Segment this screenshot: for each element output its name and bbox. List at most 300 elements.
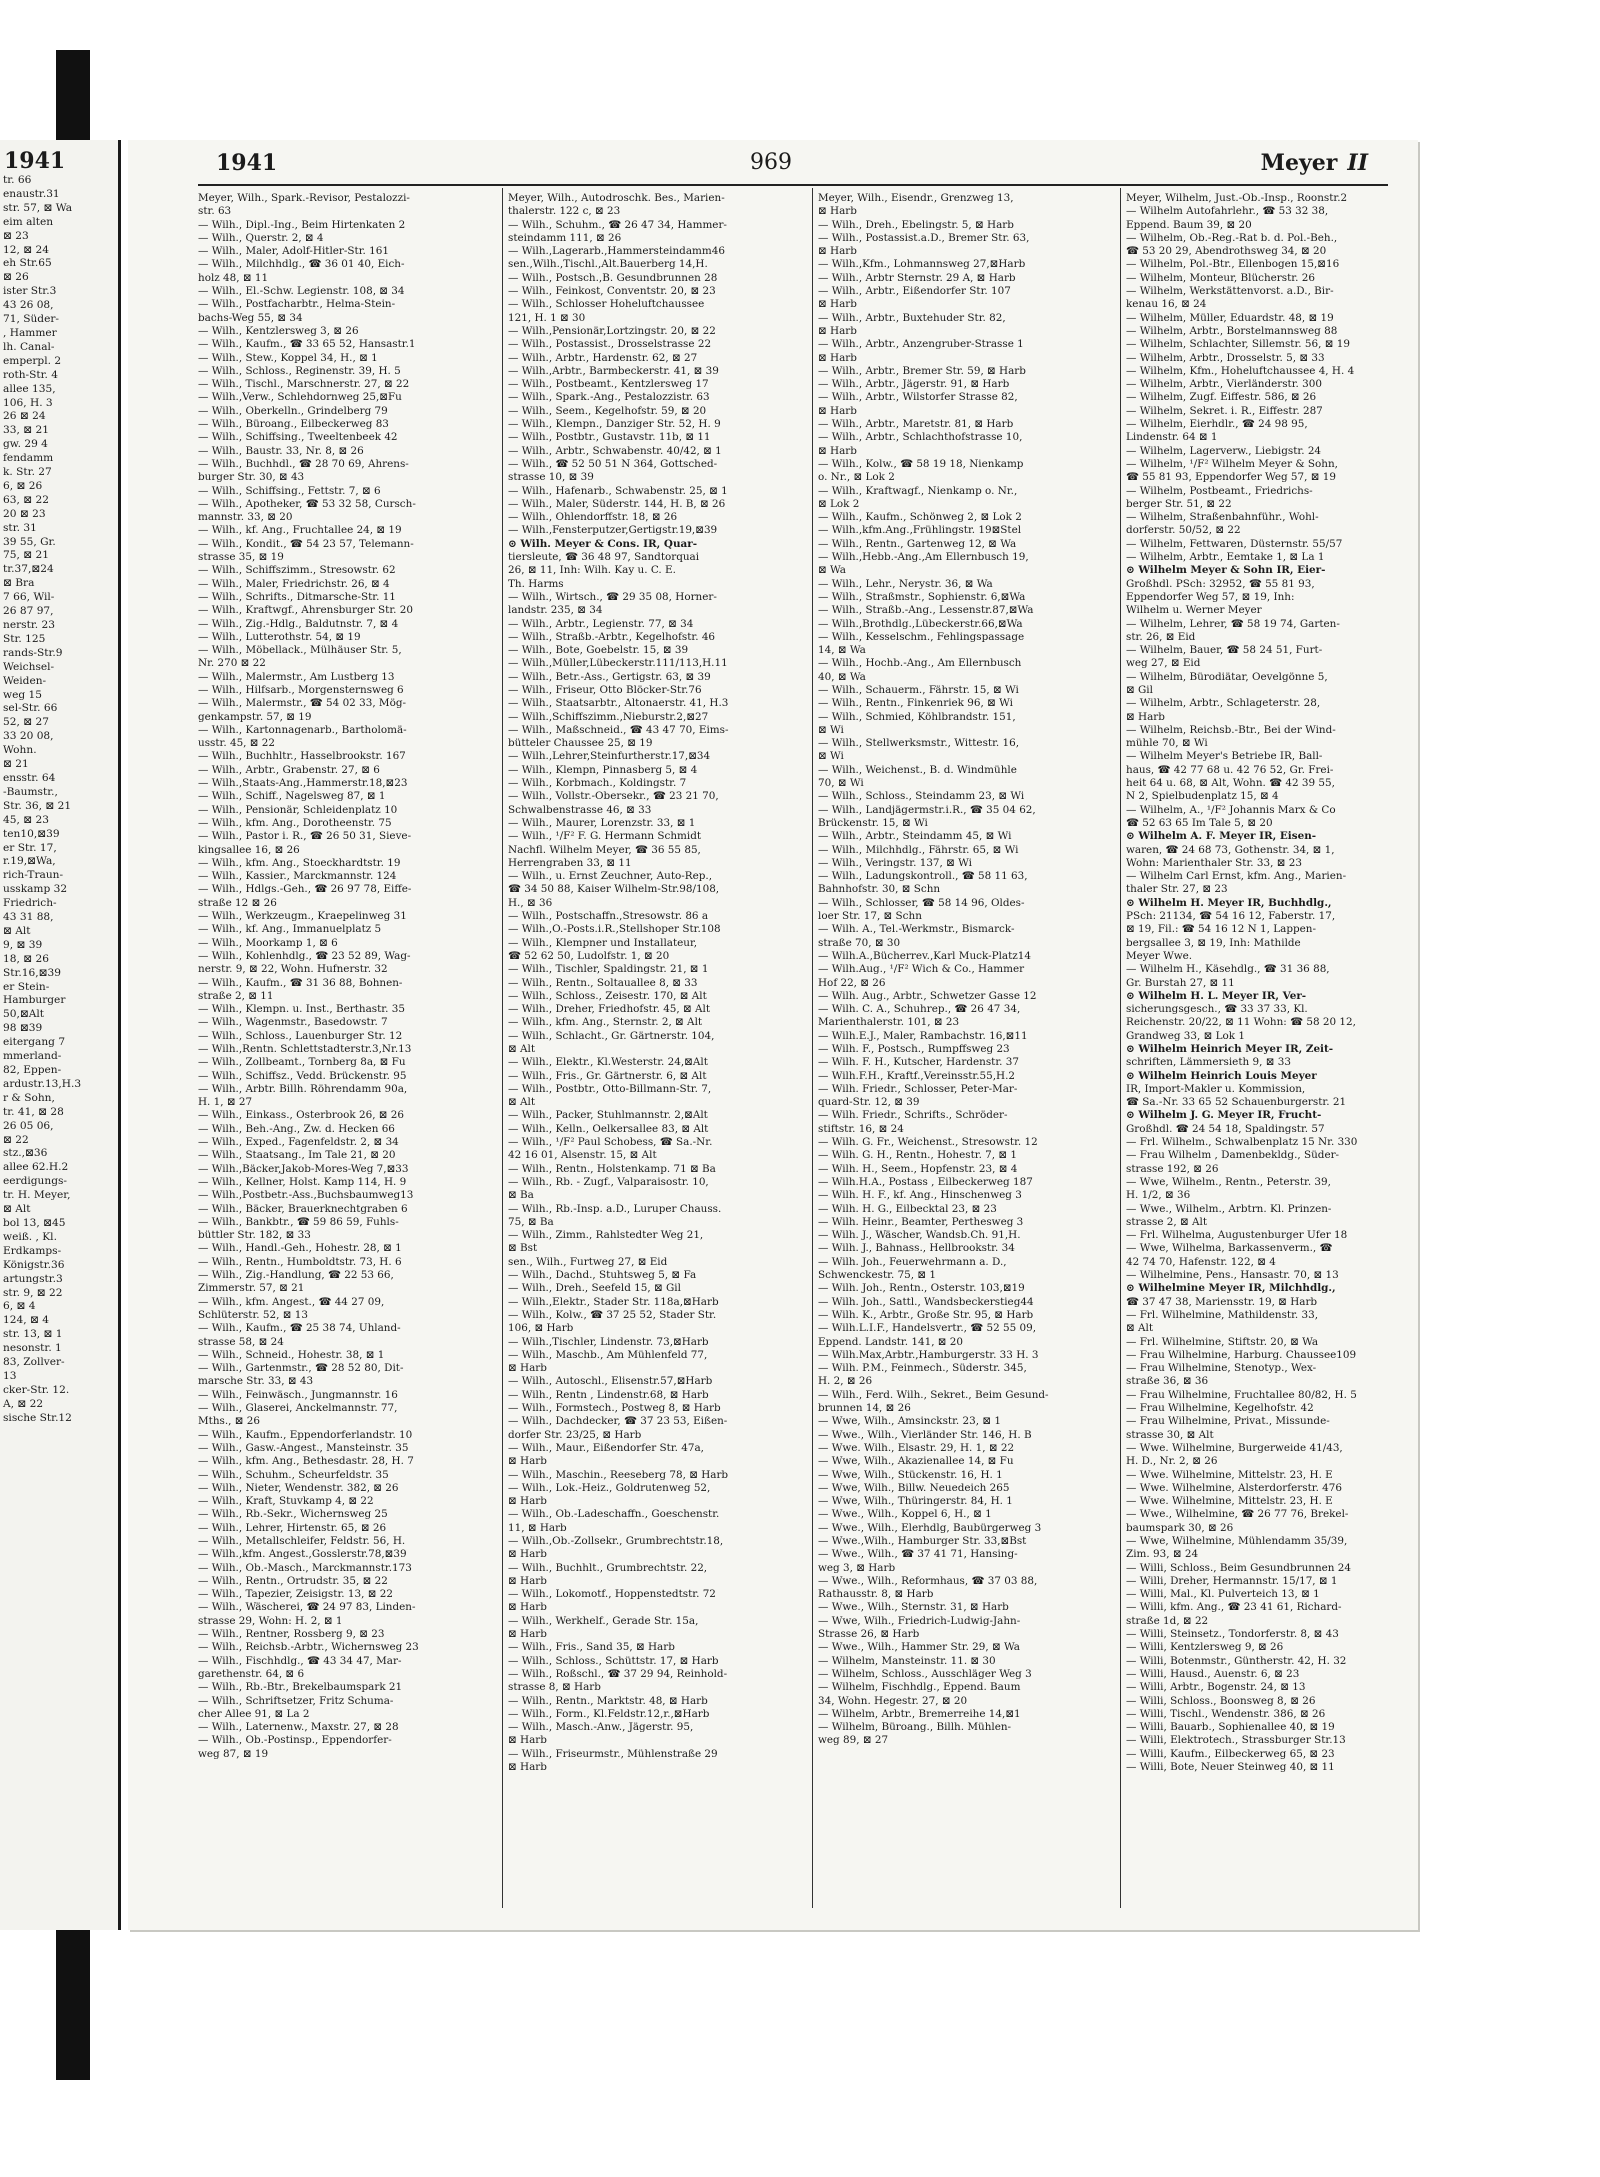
directory-entry-line: — Wilhelm, Eierhdlr., ☎ 24 98 95,	[1126, 418, 1308, 431]
directory-entry-line: Eppend. Baum 39, ⊠ 20	[1126, 218, 1252, 231]
directory-entry-line: — Wilh., Lutterothstr. 54, ⊠ 19	[198, 630, 361, 643]
previous-page-fragment: allee 135,	[3, 382, 56, 395]
directory-entry-line: — Wilhelm, Büroang., Billh. Mühlen-	[818, 1721, 1012, 1734]
directory-entry-line: loer Str. 17, ⊠ Schn	[818, 910, 922, 923]
directory-entry-line: — Wilh., Zig.-Hdlg., Baldutnstr. 7, ⊠ 4	[198, 617, 399, 630]
directory-entry-line: — Wilh., Bankbtr., ☎ 59 86 59, Fuhls-	[198, 1215, 399, 1228]
directory-entry-line: — Wilh.,Hebb.-Ang.,Am Ellernbusch 19,	[818, 551, 1029, 564]
previous-page-fragment: 9, ⊠ 39	[3, 938, 43, 951]
previous-page-fragment: -Baumstr.,	[3, 785, 58, 798]
directory-entry-line: o. Nr., ⊠ Lok 2	[818, 471, 895, 484]
directory-entry-line: — Wilh., Hdlgs.-Geh., ☎ 26 97 78, Eiffe-	[198, 883, 412, 896]
directory-entry-line: straße 36, ⊠ 36	[1126, 1375, 1209, 1388]
previous-page-fragment: 26 87 97,	[3, 605, 54, 618]
directory-entry-line: ☎ 34 50 88, Kaiser Wilhelm-Str.98/108,	[508, 883, 720, 896]
directory-entry-line: — Wilhelm, Pol.-Btr., Ellenbogen 15,⊠16	[1126, 258, 1340, 271]
directory-entry-line: 40, ⊠ Wa	[818, 670, 866, 683]
directory-entry-line: — Wilh.L.I.F., Handelsvertr., ☎ 52 55 09,	[818, 1322, 1037, 1335]
directory-entry-line: — Wilh., Rentn., Finkenriek 96, ⊠ Wi	[818, 697, 1013, 710]
directory-entry-line: ⊠ Harb	[1126, 710, 1165, 723]
directory-entry-line: garethenstr. 64, ⊠ 6	[198, 1667, 305, 1680]
directory-entry-line: — Wilh., Handl.-Geh., Hohestr. 28, ⊠ 1	[198, 1242, 402, 1255]
directory-entry-line: — Wilh., Schiff., Nagelsweg 87, ⊠ 1	[198, 790, 386, 803]
header-rule	[198, 184, 1388, 186]
previous-page-fragment: r.19,⊠Wa,	[3, 855, 56, 868]
directory-entry-line: ⊙ Wilhelm Heinrich Louis Meyer	[1126, 1069, 1317, 1082]
directory-entry-line: sen.,Wilh.,Tischl.,Alt.Bauerberg 14,H.	[508, 258, 708, 271]
directory-entry-line: bütteler Chaussee 25, ⊠ 19	[508, 737, 653, 750]
directory-entry-line: ⊠ Harb	[508, 1455, 547, 1468]
directory-entry-line: stiftstr. 16, ⊠ 24	[818, 1122, 904, 1135]
previous-page-fragment: k. Str. 27	[3, 466, 52, 479]
directory-entry-line: — Wilh., Oberkelln., Grindelberg 79	[198, 404, 388, 417]
directory-entry-line: Wohn: Marienthaler Str. 33, ⊠ 23	[1126, 856, 1302, 869]
directory-entry-line: — Wwe., Wilh., Koppel 6, H., ⊠ 1	[818, 1508, 992, 1521]
directory-entry-line: — Wilh., Büroang., Eilbeckerweg 83	[198, 418, 389, 431]
previous-page-fragment: bol 13, ⊠45	[3, 1216, 66, 1229]
directory-entry-line: — Wilh., Formstech., Postweg 8, ⊠ Harb	[508, 1402, 721, 1415]
previous-page-fragment: Str.16,⊠39	[3, 966, 61, 979]
directory-entry-line: — Wilh., Fris., Sand 35, ⊠ Harb	[508, 1641, 675, 1654]
directory-entry-line: — Wilh., Bäcker, Brauerknechtgraben 6	[198, 1202, 408, 1215]
directory-entry-line: — Wilh., Tischl., Marschnerstr. 27, ⊠ 22	[198, 378, 410, 391]
directory-entry-line: — Wilhelm, Zugf. Eiffestr. 586, ⊠ 26	[1126, 391, 1317, 404]
directory-entry-line: — Wilh., Moorkamp 1, ⊠ 6	[198, 936, 338, 949]
directory-entry-line: — Wilh., Ladungskontroll., ☎ 58 11 63,	[818, 870, 1028, 883]
directory-entry-line: — Wilh.Max,Arbtr.,Hamburgerstr. 33 H. 3	[818, 1348, 1039, 1361]
previous-page-fragment: fendamm	[3, 452, 54, 465]
directory-entry-line: str. 26, ⊠ Eid	[1126, 630, 1196, 643]
directory-entry-line: — Wilh.,Arbtr., Barmbeckerstr. 41, ⊠ 39	[508, 364, 719, 377]
directory-entry-line: Reichenstr. 20/22, ⊠ 11 Wohn: ☎ 58 20 12,	[1126, 1016, 1356, 1029]
directory-entry-line: — Wilh., Rb.-Insp. a.D., Luruper Chauss.	[508, 1202, 722, 1215]
previous-page-fragment: mmerland-	[3, 1050, 62, 1063]
directory-entry-line: — Willi, Botenmstr., Güntherstr. 42, H. 32	[1126, 1654, 1347, 1667]
directory-entry-line: — Wilh., Landjägermstr.i.R., ☎ 35 04 62,	[818, 803, 1036, 816]
previous-page-fragment: tr. H. Meyer,	[3, 1189, 71, 1202]
directory-entry-line: — Wilh., Wirtsch., ☎ 29 35 08, Horner-	[508, 590, 717, 603]
directory-entry-line: burger Str. 30, ⊠ 43	[198, 471, 305, 484]
directory-entry-line: — Willi, Steinsetz., Tondorferstr. 8, ⊠ 43	[1126, 1628, 1339, 1641]
directory-entry-line: — Wilh., Spark.-Ang., Pestalozzistr. 63	[508, 391, 710, 404]
directory-entry-line: strasse 8, ⊠ Harb	[508, 1681, 601, 1694]
directory-entry-line: — Wilh. J., Wäscher, Wandsb.Ch. 91,H.	[818, 1229, 1021, 1242]
directory-entry-line: strasse 29, Wohn: H. 2, ⊠ 1	[198, 1614, 343, 1627]
previous-page-fragment: Weiden-	[3, 674, 47, 687]
directory-entry-line: — Wilh., Glaserei, Anckelmannstr. 77,	[198, 1402, 398, 1415]
directory-entry-line: — Wilhelm Meyer's Betriebe IR, Ball-	[1126, 750, 1323, 763]
directory-entry-line: — Wilh., Kartonnagenarb., Bartholomä-	[198, 723, 407, 736]
directory-entry-line: — Wilhelm, Arbtr., Bremerreihe 14,⊠1	[818, 1707, 1021, 1720]
directory-entry-line: — Wilh., Dipl.-Ing., Beim Hirtenkaten 2	[198, 218, 406, 231]
directory-entry-line: — Wilh., Arbtr., Maretstr. 81, ⊠ Harb	[818, 418, 1014, 431]
previous-page-fragment: nesonstr. 1	[3, 1342, 62, 1355]
directory-entry-line: — Wilh.,kfm.Ang.,Frühlingstr. 19⊠Stel	[818, 524, 1022, 537]
directory-entry-line: — Wilhelm, Kfm., Hoheluftchaussee 4, H. 4	[1126, 364, 1355, 377]
previous-page-fragment: 26 ⊠ 24	[3, 410, 46, 423]
previous-page-fragment: , Hammer	[3, 326, 57, 339]
directory-entry-line: — Wwe, Wilh., Akazienallee 14, ⊠ Fu	[818, 1455, 1014, 1468]
directory-page	[128, 140, 1418, 1930]
directory-entry-line: 75, ⊠ Ba	[508, 1215, 554, 1228]
directory-entry-line: — Wilh., Straßb.-Ang., Lessenstr.87,⊠Wa	[818, 604, 1034, 617]
directory-entry-line: straße 12 ⊠ 26	[198, 896, 277, 909]
directory-entry-line: — Wwe., Wilh., Hammer Str. 29, ⊠ Wa	[818, 1641, 1020, 1654]
directory-entry-line: — Wilh., Einkass., Osterbrook 26, ⊠ 26	[198, 1109, 405, 1122]
directory-entry-line: — Willi, Bauarb., Sophienallee 40, ⊠ 19	[1126, 1721, 1335, 1734]
previous-page-fragment: allee 62.H.2	[3, 1161, 69, 1174]
directory-entry-line: — Wilh., Schlosser, ☎ 58 14 96, Oldes-	[818, 896, 1025, 909]
directory-entry-line: — Wwe. Wilhelmine, Mittelstr. 23, H. E	[1126, 1468, 1333, 1481]
directory-entry-line: holz 48, ⊠ 11	[198, 271, 269, 284]
directory-entry-line: — Wilh., Kellner, Holst. Kamp 114, H. 9	[198, 1175, 407, 1188]
directory-entry-line: — Wilh., Arbtr., Bremer Str. 59, ⊠ Harb	[818, 364, 1026, 377]
previous-page-fragment: str. 13, ⊠ 1	[3, 1328, 63, 1341]
column-divider	[1120, 188, 1121, 1908]
directory-entry-line: — Wwe, Wilh., Amsinckstr. 23, ⊠ 1	[818, 1415, 1001, 1428]
previous-page-fragment: 63, ⊠ 22	[3, 493, 49, 506]
directory-entry-line: — Wilh., Ob.-Masch., Marckmannstr.173	[198, 1561, 412, 1574]
directory-entry-line: — Wilhelm, Reichsb.-Btr., Bei der Wind-	[1126, 723, 1336, 736]
directory-entry-line: — Wilh., Schloss., Lauenburger Str. 12	[198, 1029, 403, 1042]
directory-entry-line: — Wilh., Schloss., Schüttstr. 17, ⊠ Harb	[508, 1654, 719, 1667]
directory-entry-line: — Wilh., Fris., Gr. Gärtnerstr. 6, ⊠ Alt	[508, 1069, 707, 1082]
directory-column-2	[508, 192, 808, 1912]
directory-entry-line: — Wilh.,Staats-Ang.,Hammerstr.18,⊠23	[198, 777, 408, 790]
directory-entry-line: — Wilh., ☎ 52 50 51 N 364, Gottsched-	[508, 457, 718, 470]
directory-entry-line: — Wilh., Klempn, Pinnasberg 5, ⊠ 4	[508, 763, 698, 776]
directory-entry-line: — Wilh., Rb.-Btr., Brekelbaumspark 21	[198, 1681, 403, 1694]
previous-page-fragment: A, ⊠ 22	[3, 1397, 44, 1410]
directory-entry-line: — Wwe, Wilhelma, Barkassenverm., ☎	[1126, 1242, 1333, 1255]
directory-entry-line: — Wilh., Laternenw., Maxstr. 27, ⊠ 28	[198, 1721, 399, 1734]
directory-entry-line: 14, ⊠ Wa	[818, 644, 866, 657]
previous-page-fragment: tr. 66	[3, 174, 32, 186]
directory-entry-line: Hof 22, ⊠ 26	[818, 976, 886, 989]
previous-page-fragment: 83, Zollver-	[3, 1356, 65, 1369]
directory-entry-line: ⊠ Wi	[818, 723, 844, 736]
directory-entry-line: Rathausstr. 8, ⊠ Harb	[818, 1588, 934, 1601]
directory-entry-line: — Wilhelm, Postbeamt., Friedrichs-	[1126, 484, 1313, 497]
directory-entry-line: — Wilh., Schuhm., Scheurfeldstr. 35	[198, 1468, 389, 1481]
directory-entry-line: — Wilh.A.,Bücherrev.,Karl Muck-Platz14	[818, 949, 1031, 962]
directory-entry-line: — Wilh., Milchhdlg., Fährstr. 65, ⊠ Wi	[818, 843, 1019, 856]
directory-entry-line: sicherungsgesch., ☎ 33 37 33, Kl.	[1126, 1003, 1308, 1016]
directory-entry-line: — Wilh., Rentn., Marktstr. 48, ⊠ Harb	[508, 1694, 708, 1707]
directory-entry-line: — Wilhelm, Arbtr., Schlageterstr. 28,	[1126, 697, 1321, 710]
previous-page-fragment: nerstr. 23	[3, 619, 55, 631]
directory-entry-line: — Wilh., Lehr., Nerystr. 36, ⊠ Wa	[818, 577, 993, 590]
directory-entry-line: brunnen 14, ⊠ 26	[818, 1402, 911, 1415]
directory-entry-line: — Wilh., Seem., Kegelhofstr. 59, ⊠ 20	[508, 404, 707, 417]
previous-page-fragment: weg 15	[3, 688, 42, 701]
directory-entry-line: — Wilh., Pensionär, Schleidenplatz 10	[198, 803, 398, 816]
directory-entry-line: schriften, Lämmersieth 9, ⊠ 33	[1126, 1056, 1291, 1069]
directory-entry-line: — Wilh. Joh., Rentn., Osterstr. 103,⊠19	[818, 1282, 1025, 1295]
previous-page-fragment: 43 26 08,	[3, 299, 54, 312]
previous-page-fragment: rands-Str.9	[3, 646, 63, 659]
previous-page-fragment: tr.37,⊠24	[3, 563, 54, 576]
directory-entry-line: — Wilh., Masch.-Anw., Jägerstr. 95,	[508, 1721, 694, 1734]
directory-entry-line: — Wilh., Malermstr., Am Lustberg 13	[198, 670, 395, 683]
previous-page-fragment: 7 66, Wil-	[3, 591, 55, 604]
directory-entry-line: — Wilh., Hilfsarb., Morgensternsweg 6	[198, 683, 404, 696]
directory-entry-line: — Wilh., Tapezier, Zeisigstr. 13, ⊠ 22	[198, 1588, 393, 1601]
directory-entry-line: — Wilh., Straßb.-Arbtr., Kegelhofstr. 46	[508, 630, 716, 643]
previous-page-fragment: 18, ⊠ 26	[3, 952, 49, 965]
directory-entry-line: Grandweg 33, ⊠ Lok 1	[1126, 1029, 1246, 1042]
directory-entry-line: — Wilhelmine, Pens., Hansastr. 70, ⊠ 13	[1126, 1269, 1339, 1282]
directory-entry-line: büttler Str. 182, ⊠ 33	[198, 1229, 311, 1242]
previous-page-fragment: 6, ⊠ 4	[3, 1300, 36, 1313]
directory-entry-line: usstr. 45, ⊠ 22	[198, 737, 276, 750]
directory-entry-line: — Wilh., Kaufm., ☎ 31 36 88, Bohnen-	[198, 976, 403, 989]
directory-entry-line: — Wilh.,kfm. Angest.,Gosslerstr.78,⊠39	[198, 1548, 407, 1561]
directory-entry-line: ⊙ Wilh. Meyer & Cons. IR, Quar-	[508, 537, 698, 550]
directory-entry-line: — Wilh., Arbtr., Legienstr. 77, ⊠ 34	[508, 617, 694, 630]
directory-entry-line: — Wilh., Ob.-Postinsp., Eppendorfer-	[198, 1734, 392, 1747]
directory-entry-line: — Wilh., Postbeamt., Kentzlersweg 17	[508, 378, 709, 391]
directory-entry-line: — Wilh., Rentner, Rossberg 9, ⊠ 23	[198, 1628, 385, 1641]
directory-entry-line: heit 64 u. 68, ⊠ Alt, Wohn. ☎ 42 39 55,	[1126, 777, 1335, 790]
directory-entry-line: ⊠ Wa	[818, 564, 846, 577]
previous-page-fragment: emperpl. 2	[3, 354, 62, 367]
directory-entry-line: — Wilh., kfm. Ang., Bethesdastr. 28, H. 7	[198, 1455, 414, 1468]
directory-entry-line: landstr. 235, ⊠ 34	[508, 604, 603, 617]
directory-entry-line: — Willi, Schloss., Beim Gesundbrunnen 24	[1126, 1561, 1352, 1574]
directory-entry-line: — Frau Wilhelmine, Kegelhofstr. 42	[1126, 1402, 1314, 1415]
directory-entry-line: — Wilh., Metallschleifer, Feldstr. 56, H.	[198, 1534, 406, 1547]
directory-entry-line: Herrengraben 33, ⊠ 11	[508, 856, 632, 869]
directory-entry-line: — Wilhelm, Lagerverw., Liebigstr. 24	[1126, 444, 1322, 457]
directory-entry-line: — Wilh.,O.-Posts.i.R.,Stellshoper Str.108	[508, 923, 721, 936]
directory-entry-line: — Wilh., Maler, Süderstr. 144, H. B, ⊠ 26	[508, 497, 726, 510]
directory-entry-line: tiersleute, ☎ 36 48 97, Sandtorquai	[508, 551, 700, 564]
directory-column-4	[1126, 192, 1426, 1912]
directory-entry-line: — Wilh., Reichsb.-Arbtr., Wichernsweg 23	[198, 1641, 419, 1654]
directory-entry-line: — Wilhelm, A., ¹/F² Johannis Marx & Co	[1126, 803, 1336, 816]
directory-entry-line: ⊠ Alt	[508, 1043, 536, 1055]
directory-entry-line: — Wilhelm H., Käsehdlg., ☎ 31 36 88,	[1126, 963, 1330, 976]
directory-entry-line: — Willi, Bote, Neuer Steinweg 40, ⊠ 11	[1126, 1761, 1335, 1774]
header-surname	[1261, 150, 1368, 176]
directory-entry-line: strasse 10, ⊠ 39	[508, 471, 594, 484]
directory-entry-line: ⊠ Harb	[508, 1362, 547, 1375]
directory-entry-line: — Wilh., Schloss., Steindamm 23, ⊠ Wi	[818, 790, 1025, 803]
previous-page-fragment: eh Str.65	[3, 257, 52, 270]
directory-entry-line: — Wilh.H.A., Postass , Eilbeckerweg 187	[818, 1175, 1033, 1188]
directory-entry-line: — Wilh., Schloss., Reginenstr. 39, H. 5	[198, 364, 401, 377]
directory-entry-line: — Wilh., Postsch.,B. Gesundbrunnen 28	[508, 271, 718, 284]
directory-entry-line: Eppend. Landstr. 141, ⊠ 20	[818, 1335, 964, 1348]
directory-entry-line: — Wilh. Joh., Feuerwehrmann a. D.,	[818, 1255, 1007, 1268]
directory-entry-line: straße 70, ⊠ 30	[818, 936, 901, 949]
directory-entry-line: — Wilh., Kentzlersweg 3, ⊠ 26	[198, 324, 359, 337]
directory-entry-line: ⊠ Harb	[508, 1574, 547, 1587]
previous-page-fragment: 33, ⊠ 21	[3, 424, 49, 437]
directory-entry-line: — Wilh.,Postbetr.-Ass.,Buchsbaumweg13	[198, 1189, 414, 1202]
directory-entry-line: — Wilh., Roßschl., ☎ 37 29 94, Reinhold-	[508, 1667, 728, 1680]
previous-page-fragment: er Stein-	[3, 980, 50, 993]
directory-entry-line: weg 87, ⊠ 19	[198, 1747, 269, 1760]
directory-entry-line: ⊠ Lok 2	[818, 497, 860, 510]
header-year: 1941	[216, 150, 278, 176]
previous-page-fragment: ardustr.13,H.3	[3, 1077, 82, 1090]
directory-entry-line: — Wilh., Maur., Eißendorfer Str. 47a,	[508, 1441, 704, 1454]
previous-page-fragment: 13	[3, 1369, 17, 1382]
directory-entry-line: — Wilhelm, Fettwaren, Düsternstr. 55/57	[1126, 537, 1343, 550]
directory-entry-line: Nr. 270 ⊠ 22	[198, 657, 266, 670]
directory-entry-line: — Wilh., Stellwerksmstr., Wittestr. 16,	[818, 737, 1020, 750]
directory-entry-line: ⊠ Harb	[508, 1548, 547, 1561]
directory-entry-line: ⊠ Harb	[818, 245, 857, 258]
directory-entry-line: — Wilh., Kolw., ☎ 58 19 18, Nienkamp	[818, 457, 1024, 470]
directory-entry-line: — Wilh., Packer, Stuhlmannstr. 2,⊠Alt	[508, 1109, 708, 1122]
directory-entry-line: — Wilh., Lok.-Heiz., Goldrutenweg 52,	[508, 1481, 711, 1494]
directory-entry-line: — Wilh., Buchhltr., Hasselbrookstr. 167	[198, 750, 406, 763]
directory-entry-line: — Wilh.,Fensterputzer,Gertigstr.19,⊠39	[508, 524, 718, 537]
directory-entry-line: — Wilh., Buchhdl., ☎ 28 70 69, Ahrens-	[198, 457, 409, 470]
previous-page-fragment: sische Str.12	[3, 1411, 72, 1424]
previous-page-fragment: ⊠ 21	[3, 758, 29, 771]
directory-entry-line: mannstr. 33, ⊠ 20	[198, 511, 293, 524]
directory-entry-line: bergsallee 3, ⊠ 19, Inh: Mathilde	[1126, 936, 1301, 949]
directory-entry-line: — Wwe, Wilhelm., Rentn., Peterstr. 39,	[1126, 1175, 1331, 1188]
directory-entry-line: — Wilh.,Tischler, Lindenstr. 73,⊠Harb	[508, 1335, 709, 1348]
directory-entry-line: haus, ☎ 42 77 68 u. 42 76 52, Gr. Frei-	[1126, 763, 1334, 776]
directory-entry-line: — Wilh., Schmied, Köhlbrandstr. 151,	[818, 710, 1016, 723]
previous-page-fragment: rich-Traun-	[3, 869, 64, 882]
directory-entry-line: — Wilhelm, Werkstättenvorst. a.D., Bir-	[1126, 285, 1334, 298]
directory-entry-line: — Wilh., Dreh., Seefeld 15, ⊠ Gil	[508, 1282, 681, 1295]
directory-entry-line: — Wilh., Werkhelf., Gerade Str. 15a,	[508, 1614, 699, 1627]
directory-entry-line: — Wilhelm, Monteur, Blücherstr. 26	[1126, 271, 1315, 284]
directory-entry-line: — Frl. Wilhelmine, Stiftstr. 20, ⊠ Wa	[1126, 1335, 1319, 1348]
directory-entry-line: — Wilh., Postschaffn.,Stresowstr. 86 a	[508, 910, 709, 923]
directory-entry-line: — Wilh., El.-Schw. Legienstr. 108, ⊠ 34	[198, 285, 405, 298]
directory-entry-line: Meyer, Wilh., Eisendr., Grenzweg 13,	[818, 192, 1014, 204]
directory-entry-line: strasse 2, ⊠ Alt	[1126, 1215, 1208, 1228]
directory-entry-line: — Wilh. H., Seem., Hopfenstr. 23, ⊠ 4	[818, 1162, 1018, 1175]
directory-entry-line: — Willi, Tischl., Wendenstr. 386, ⊠ 26	[1126, 1707, 1326, 1720]
previous-page-fragment: roth-Str. 4	[3, 368, 58, 381]
directory-entry-line: — Wilh., Maler, Friedrichstr. 26, ⊠ 4	[198, 577, 390, 590]
directory-entry-line: str. 63	[198, 205, 232, 218]
directory-entry-line: — Wilh., Maschin., Reeseberg 78, ⊠ Harb	[508, 1468, 729, 1481]
directory-entry-line: — Wilh., Autoschl., Elisenstr.57,⊠Harb	[508, 1375, 713, 1388]
directory-entry-line: — Frau Wilhelm , Damenbekldg., Süder-	[1126, 1149, 1340, 1162]
directory-entry-line: — Wilh., Arbtr., Anzengruber-Strasse 1	[818, 338, 1024, 351]
page-header	[128, 140, 1418, 180]
directory-entry-line: — Wilh., Arbtr., Buxtehuder Str. 82,	[818, 311, 1006, 324]
column-divider	[502, 188, 503, 1908]
directory-entry-line: — Wilh., Wagenmstr., Basedowstr. 7	[198, 1016, 388, 1029]
directory-entry-line: — Wilh., Dreh., Ebelingstr. 5, ⊠ Harb	[818, 218, 1014, 231]
directory-entry-line: — Wilh., Kassier., Marckmannstr. 124	[198, 870, 397, 883]
directory-entry-line: — Wilhelm, Arbtr., Borstelmannsweg 88	[1126, 324, 1338, 337]
directory-entry-line: — Wilh., Kraftwgf., Ahrensburger Str. 20	[198, 604, 413, 617]
directory-entry-line: — Wilh., Fischhdlg., ☎ 43 34 47, Mar-	[198, 1654, 402, 1667]
directory-entry-line: — Wwe., Wilh., ☎ 37 41 71, Hansing-	[818, 1548, 1018, 1561]
previous-page-fragment: ister Str.3	[3, 285, 57, 298]
directory-entry-line: — Wilh., Arbtr. Billh. Röhrendamm 90a,	[198, 1082, 408, 1095]
previous-page-fragment: 82, Eppen-	[3, 1064, 62, 1076]
directory-entry-line: Zim. 93, ⊠ 24	[1126, 1548, 1199, 1561]
directory-entry-line: berger Str. 51, ⊠ 22	[1126, 497, 1232, 510]
directory-entry-line: — Wilh., Maschb., Am Mühlenfeld 77,	[508, 1348, 708, 1361]
directory-entry-line: ⊠ 19, Fil.: ☎ 54 16 12 N 1, Lappen-	[1126, 923, 1316, 936]
directory-entry-line: ☎ 53 20 29, Abendrothsweg 34, ⊠ 20	[1126, 245, 1327, 258]
directory-entry-line: — Wilh., kfm. Ang., Dorotheenstr. 75	[198, 816, 392, 829]
directory-entry-line: — Wilh., Kraft, Stuvkamp 4, ⊠ 22	[198, 1495, 374, 1508]
directory-entry-line: — Wilh., Schrifts., Ditmarsche-Str. 11	[198, 590, 396, 603]
previous-page-fragment: ⊠ 23	[3, 229, 29, 242]
directory-entry-line: — Wwe. Wilhelmine, Burgerweide 41/43,	[1126, 1441, 1343, 1454]
directory-entry-line: — Wilh.,Verw., Schlehdornweg 25,⊠Fu	[198, 391, 402, 404]
directory-entry-line: — Wilh.,Lehrer,Steinfurtherstr.17,⊠34	[508, 750, 711, 763]
directory-entry-line: — Wilhelm, Straßenbahnführ., Wohl-	[1126, 511, 1319, 524]
directory-entry-line: — Wwe, Wilh., Friedrich-Ludwig-Jahn-	[818, 1614, 1021, 1627]
directory-entry-line: — Wilh., Kaufm., ☎ 25 38 74, Uhland-	[198, 1322, 401, 1335]
directory-entry-line: — Wilh., Feinkost, Conventstr. 20, ⊠ 23	[508, 285, 716, 298]
directory-entry-line: — Wilh., Dreher, Friedhofstr. 45, ⊠ Alt	[508, 1003, 711, 1016]
directory-entry-line: ⊠ Harb	[508, 1628, 547, 1641]
directory-entry-line: H. 1/2, ⊠ 36	[1126, 1189, 1191, 1202]
directory-entry-line: ⊙ Wilhelm H. L. Meyer IR, Ver-	[1126, 989, 1307, 1002]
directory-entry-line: Wilhelm u. Werner Meyer	[1126, 604, 1262, 617]
directory-entry-line: ⊠ Alt	[1126, 1322, 1154, 1335]
directory-entry-line: — Wilh., ¹/F² F. G. Hermann Schmidt	[508, 830, 702, 843]
directory-entry-line: — Frl. Wilhelma, Augustenburger Ufer 18	[1126, 1229, 1348, 1242]
directory-entry-line: — Wilh., Arbtr., Schlachthofstrasse 10,	[818, 431, 1023, 444]
directory-entry-line: — Willi, Schloss., Boonsweg 8, ⊠ 26	[1126, 1694, 1316, 1707]
directory-entry-line: — Frau Wilhelmine, Stenotyp., Wex-	[1126, 1362, 1317, 1375]
directory-entry-line: — Wwe., Wilh., Vierländer Str. 146, H. B	[818, 1428, 1032, 1441]
directory-entry-line: — Wilh., Rentn., Ortrudstr. 35, ⊠ 22	[198, 1574, 388, 1587]
directory-entry-line: — Wilh., Schiffszimm., Stresowstr. 62	[198, 564, 396, 577]
directory-entry-line: 42 16 01, Alsenstr. 15, ⊠ Alt	[508, 1149, 657, 1162]
directory-entry-line: — Wilh. Friedr., Schlosser, Peter-Mar-	[818, 1082, 1018, 1095]
directory-entry-line: Meyer, Wilh., Spark.-Revisor, Pestalozzi-	[198, 192, 410, 204]
directory-entry-line: — Wilh.,Elektr., Stader Str. 118a,⊠Harb	[508, 1295, 719, 1308]
directory-entry-line: strasse 30, ⊠ Alt	[1126, 1428, 1214, 1441]
previous-page-year: 1941	[4, 148, 66, 174]
directory-entry-line: Lindenstr. 64 ⊠ 1	[1126, 431, 1218, 444]
directory-entry-line: — Wilh., Kohlenhdlg., ☎ 23 52 89, Wag-	[198, 949, 411, 962]
directory-entry-line: — Wilh.,Müller,Lübeckerstr.111/113,H.11	[508, 657, 728, 670]
directory-entry-line: Großhdl. PSch: 32952, ☎ 55 81 93,	[1126, 577, 1315, 590]
directory-entry-line: — Wilhelm Autofahrlehr., ☎ 53 32 38,	[1126, 205, 1329, 218]
directory-entry-line: ☎ 55 81 93, Eppendorfer Weg 57, ⊠ 19	[1126, 471, 1336, 484]
directory-entry-line: ⊠ Wi	[818, 750, 844, 763]
directory-entry-line: — Wilh., Vollstr.-Obersekr., ☎ 23 21 70,	[508, 790, 719, 803]
directory-entry-line: — Frl. Wilhelm., Schwalbenplatz 15 Nr. 330	[1126, 1136, 1358, 1149]
directory-entry-line: Gr. Burstah 27, ⊠ 11	[1126, 976, 1235, 989]
previous-page-fragment: 50,⊠Alt	[3, 1008, 45, 1021]
previous-page-fragment: str. 31	[3, 521, 37, 534]
previous-page-fragment: 20 ⊠ 23	[3, 507, 46, 520]
directory-entry-line: — Wilh., Kolw., ☎ 37 25 52, Stader Str.	[508, 1308, 717, 1321]
directory-entry-line: ⊠ Harb	[818, 404, 857, 417]
directory-entry-line: weg 89, ⊠ 27	[818, 1734, 889, 1747]
directory-entry-line: 11, ⊠ Harb	[508, 1521, 567, 1534]
directory-entry-line: — Wilh., Schloss., Zeisestr. 170, ⊠ Alt	[508, 989, 707, 1002]
previous-page-fragment: ensstr. 64	[3, 771, 56, 784]
directory-entry-line: 26, ⊠ 11, Inh: Wilh. Kay u. C. E.	[508, 564, 676, 577]
directory-entry-line: — Wwe., Wilhelm., Arbtrn. Kl. Prinzen-	[1126, 1202, 1332, 1215]
previous-page-fragment: Friedrich-	[3, 897, 57, 910]
directory-entry-line: — Wilh., Klempn., Danziger Str. 52, H. 9	[508, 418, 721, 431]
